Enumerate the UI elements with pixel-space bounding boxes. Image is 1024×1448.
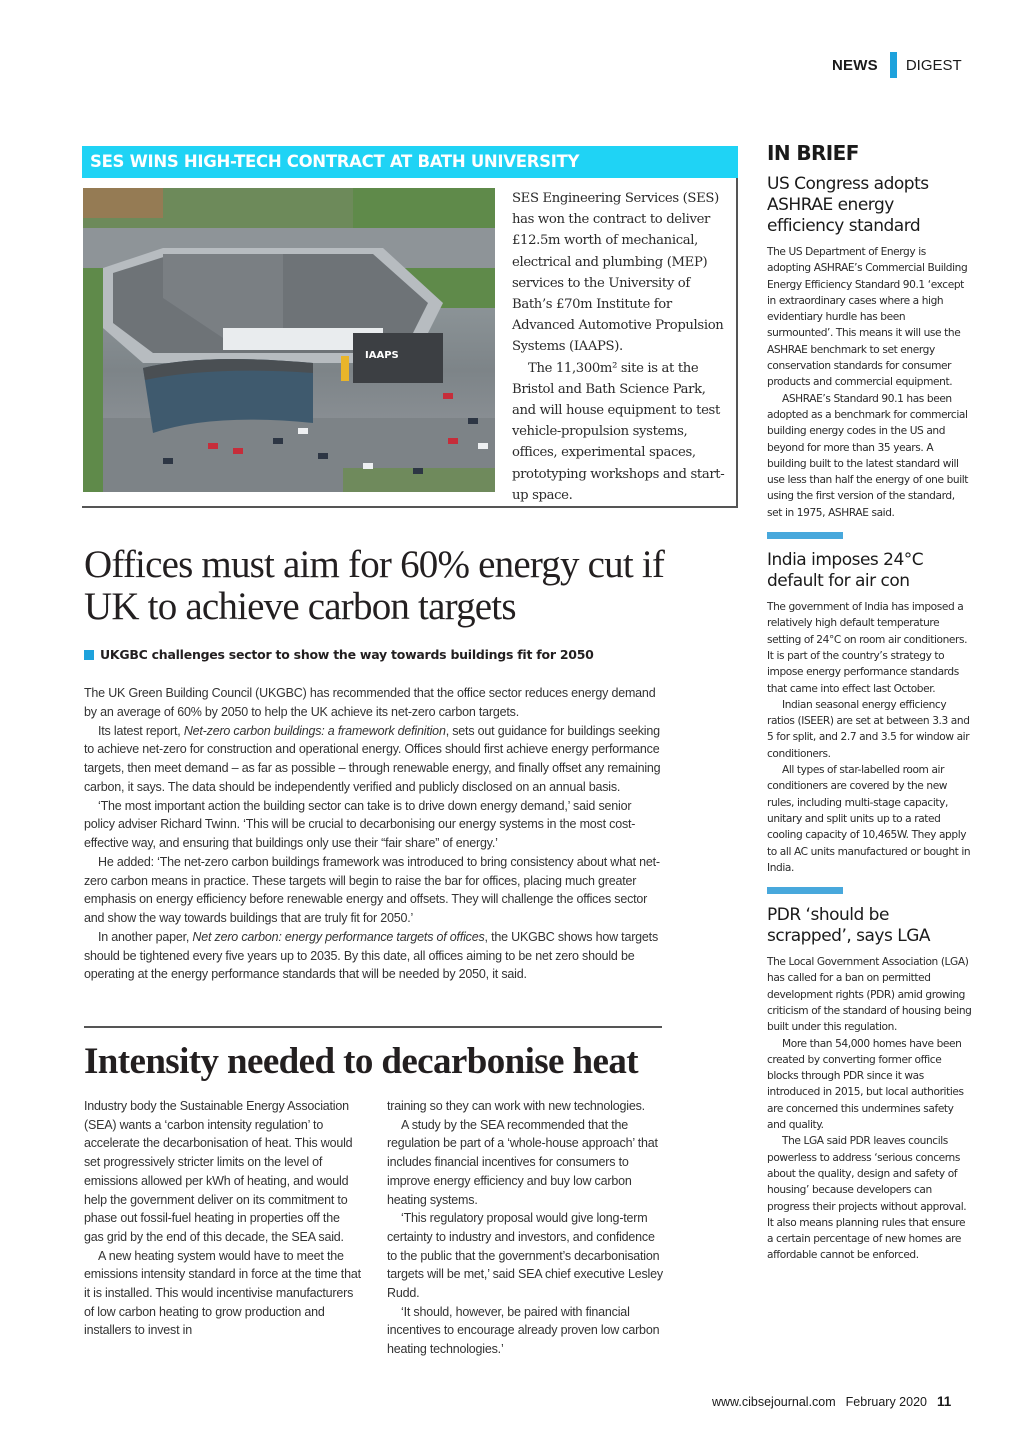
body-text: In another paper, (98, 929, 193, 944)
heat-article-column-right (387, 1097, 665, 1359)
iaaps-building-image (83, 188, 495, 492)
standfirst-text: UKGBC challenges sector to show the way towards buildings fit for 2050 (100, 647, 594, 662)
section-header (832, 52, 962, 78)
brief-body (767, 599, 972, 876)
body-paragraph: He added: ‘The net-zero carbon buildings framework was introduced to bring consistency about what net-zero carbon means in practice. These targets will begin to raise the bar for offices, placing much greater emphasis on energy efficiency before renewable energy and offsets. They will challenge the offices sector and show the way towards buildings that are truly fit for 2050.’ (84, 854, 660, 925)
brief-paragraph: Indian seasonal energy efficiency ratios (ISEER) are set at between 3.3 and 5 for split, and 2.7 and 3.5 for window air conditioners. (767, 698, 970, 760)
brief-body (767, 954, 972, 1264)
brief-paragraph: More than 54,000 homes have been created by converting former office blocks through PDR since it was introduced in 2015, but local authorities are concerned this undermines safety and quality. (767, 1037, 964, 1132)
ses-box-title: SES WINS HIGH-TECH CONTRACT AT BATH UNIVERSITY (82, 146, 738, 178)
footer-date: February 2020 (845, 1395, 927, 1409)
body-paragraph: The UK Green Building Council (UKGBC) has recommended that the office sector reduces energy demand by an average of 60% by 2050 to help the UK achieve its net-zero carbon targets. (84, 686, 656, 719)
brief-paragraph: ASHRAE’s Standard 90.1 has been adopted as a benchmark for commercial building energy codes in the US and beyond for more than 35 years. A building built to the latest standard will use less than half the energy of one built using the first version of the standard, set in 1975, ASHRAE said. (767, 392, 969, 519)
main-article-headline: Offices must aim for 60% energy cut if UK to achieve carbon targets (84, 543, 665, 628)
body-text: , the UKGBC shows how targets should be tightened every five years up to 2035. By this date, all offices aiming to be net zero should be operating at the energy performance standards that will be needed by 2050, it said. (84, 929, 658, 982)
brief-headline: PDR ‘should be scrapped’, says LGA (767, 905, 931, 947)
brief-headline: US Congress adopts ASHRAE energy efficiency standard (767, 174, 929, 236)
brief-paragraph: The US Department of Energy is adopting ASHRAE’s Commercial Building Energy Efficiency Standard 90.1 ‘except in extraordinary cases where a high evidentiary hurdle has been surmounted’. This means it will use the ASHRAE benchmark to set energy conservation standards for consumer products and commercial equipment. (767, 246, 968, 389)
section-label: NEWS (832, 56, 878, 74)
brief-paragraph: The Local Government Association (LGA) has called for a ban on permitted development rights (PDR) amid growing criticism of the standard of housing being built under this regulation. (767, 956, 972, 1034)
ses-paragraph: SES Engineering Services (SES) has won the contract to deliver £12.5m worth of mechanical, electrical and plumbing (MEP) services to the University of Bath’s £70m Institute for Advanced Automotive Propulsion Systems (IAAPS). (512, 191, 724, 355)
body-paragraph: training so they can work with new technologies. (387, 1099, 645, 1113)
brief-paragraph: The LGA said PDR leaves councils powerless to address ‘serious concerns about the quality, design and safety of housing’ because developers can progress their projects without approval. It also means planning rules that ensure a certain percentage of new homes are affordable cannot be enforced. (767, 1135, 967, 1262)
body-paragraph: ‘It should, however, be paired with financial incentives to encourage already proven low carbon heating technologies.’ (387, 1304, 660, 1357)
page-number: 11 (936, 1394, 952, 1409)
main-article-standfirst (84, 647, 594, 662)
body-paragraph (84, 928, 664, 984)
report-title: Net-zero carbon buildings: a framework definition (183, 723, 446, 738)
article-divider (84, 1026, 662, 1028)
ses-article-text (512, 188, 732, 506)
body-text: Its latest report, (98, 723, 184, 738)
ses-paragraph: The 11,300m² site is at the Bristol and Bath Science Park, and will house equipment to test vehicle-propulsion systems, offices, experimental spaces, prototyping workshops and start-up space. (512, 360, 725, 503)
body-paragraph (84, 722, 664, 797)
iaaps-sign-text: IAAPS (365, 350, 399, 361)
paper-title: Net zero carbon: energy performance targets of offices (192, 929, 485, 944)
section-divider-bar (890, 52, 897, 78)
body-paragraph: Industry body the Sustainable Energy Association (SEA) wants a ‘carbon intensity regulation’ to accelerate the decarbonisation of heat. This would set progressively stricter limits on the level of emissions allowed per kWh of heating, and would help the government deliver on its commitment to phase out fossil-fuel heating in properties off the gas grid by the end of this decade, the SEA said. (84, 1099, 353, 1244)
body-paragraph: A new heating system would have to meet the emissions intensity standard in force at the time that it is installed. This would incentivise manufacturers of low carbon heating to grow production and installers to invest in (84, 1248, 361, 1338)
body-paragraph: ‘This regulatory proposal would give long-term certainty to industry and investors, and confidence to the public that the government’s decarbonisation targets will be met,’ said SEA chief executive Lesley Rudd. (387, 1211, 663, 1301)
standfirst-square-icon (84, 650, 94, 660)
body-paragraph: ‘The most important action the building sector can take is to drive down energy demand,’ said senior policy adviser Richard Twinn. ‘This will be crucial to decarbonising our energy systems in the most cost-effective way, and ensuring that buildings only use their “fair share” of energy.’ (84, 798, 636, 850)
body-text: , sets out guidance for buildings seeking to achieve net-zero for construction and operational energy. Offices should first achieve energy performance targets, then meet demand – as far as possible – through renewable energy, and finally offset any remaining carbon, it says. The data should be independently verified and publicly disclosed on an annual basis. (84, 723, 661, 794)
brief-paragraph: The government of India has imposed a relatively high default temperature setting of 24°C on room air conditioners. It is part of the country’s strategy to impose energy performance standards that came into effect last October. (767, 601, 968, 695)
heat-article-headline: Intensity needed to decarbonise heat (84, 1041, 638, 1082)
footer-url: www.cibsejournal.com (712, 1395, 836, 1409)
brief-separator-rule (767, 532, 843, 539)
heat-article-column-left (84, 1097, 362, 1340)
in-brief-title: IN BRIEF (767, 141, 859, 165)
main-article-body (84, 684, 664, 984)
brief-headline: India imposes 24°C default for air con (767, 550, 924, 592)
in-brief-sidebar (767, 140, 972, 1264)
body-paragraph: A study by the SEA recommended that the regulation be part of a ‘whole-house approach’ that includes financial incentives for consumers to improve energy efficiency and buy low carbon heating systems. (387, 1117, 658, 1207)
brief-separator-rule (767, 887, 843, 894)
page-footer (712, 1394, 951, 1409)
subsection-label: DIGEST (905, 56, 962, 74)
brief-body (767, 244, 972, 521)
brief-paragraph: All types of star-labelled room air conditioners are covered by the new rules, including multi-stage capacity, unitary and split units up to a rated cooling capacity of 10,465W. They apply to all AC units manufactured or bought in India. (767, 764, 971, 874)
